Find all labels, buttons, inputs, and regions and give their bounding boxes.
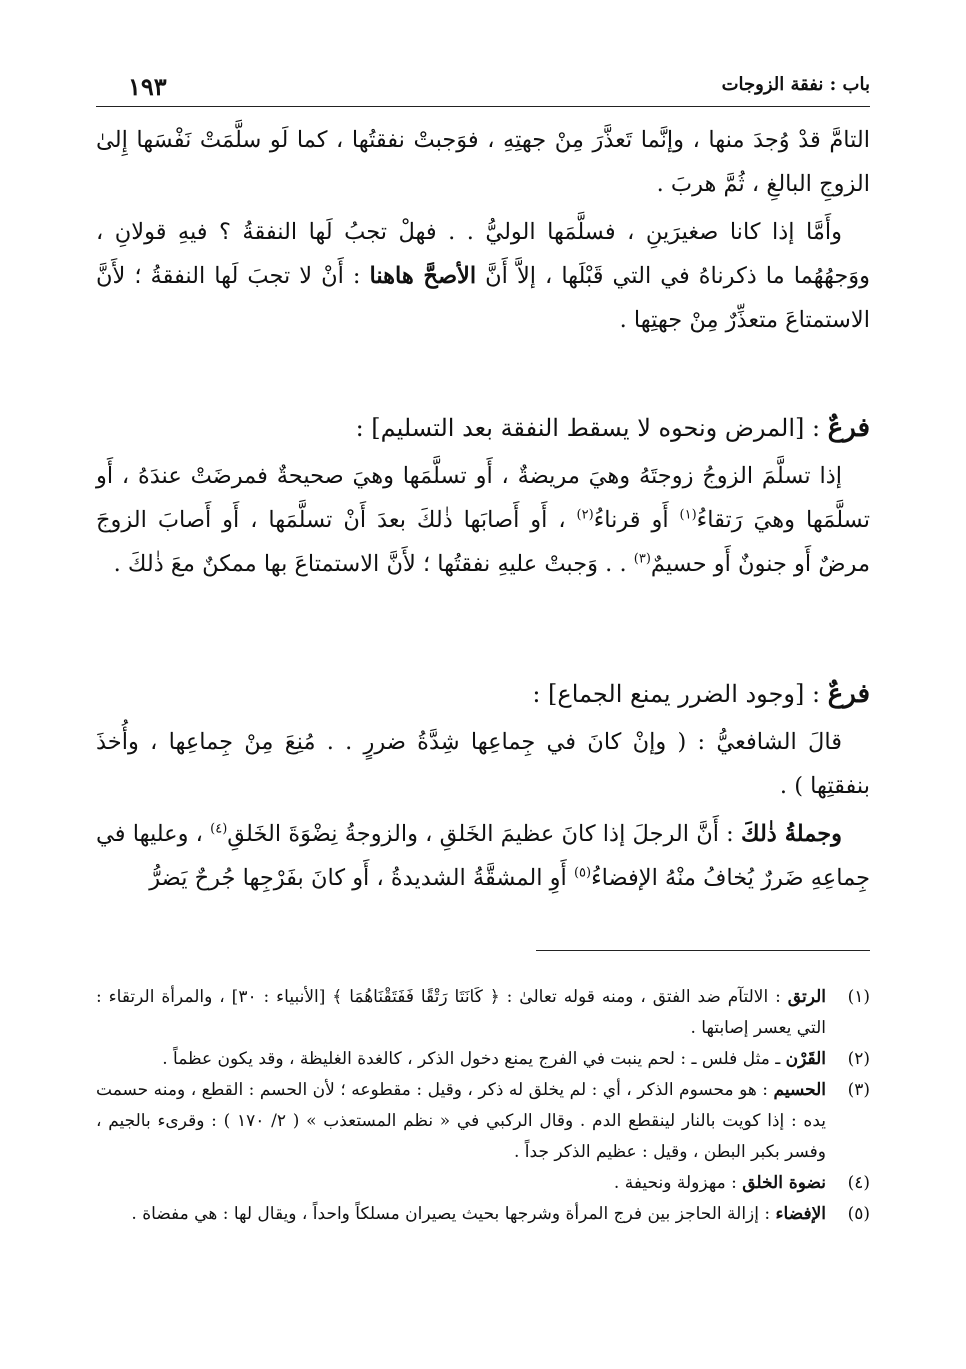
footnote-2 xyxy=(96,1044,870,1075)
subsection-heading-1 xyxy=(96,406,870,450)
paragraph-5-emphasis: وجملةُ ذٰلكَ xyxy=(740,821,843,847)
paragraph-3-text-d: . . وَجبتْ عليهِ نفقتُها ؛ لأَنَّ الاستمتاعَ بها ممكنٌ معَ ذٰلكَ . xyxy=(113,551,634,577)
footnote-ref-5[interactable]: (٥) xyxy=(573,865,592,881)
footnote-ref-3[interactable]: (٣) xyxy=(633,551,651,567)
footnote-1 xyxy=(96,982,870,1044)
footnote-number: (٥) xyxy=(847,1204,870,1224)
footnote-text: ـ مثل فلس ـ : لحم ينبت في الفرج يمنع دخول الذكر ، كالغدة الغليظة ، وقد يكون عظماً . xyxy=(162,1049,786,1069)
page-number: ١٩٣ xyxy=(128,72,167,101)
paragraph-2 xyxy=(96,210,870,342)
footnote-body xyxy=(96,1168,826,1199)
footnote-4 xyxy=(96,1168,870,1199)
subsection-heading-2 xyxy=(96,672,870,716)
page-header xyxy=(96,72,870,107)
footnote-ref-2[interactable]: (٢) xyxy=(576,507,594,523)
paragraph-1: التامَّ قدْ وُجدَ منها ، وإنَّما تَعذَّرَ مِنْ جهتِهِ ، فوَجبتْ نفقتُها ، كما لَو سلَّمَتْ نَفْسَها إِلىٰ الزوجِ البالغِ ، ثُمَّ هربَ . xyxy=(96,127,870,197)
paragraph-2-text-b: : أَنْ لا تجبَ لَها النفقةُ ؛ لأَنَّ الاستمتاعَ متعذِّرٌ مِنْ جهتِها . xyxy=(96,263,870,333)
paragraph-5-text-b: ، وعليها في جِماعِهِ ضَررٌ يُخافُ منْهُ الإفضاءُ xyxy=(96,821,870,891)
running-head: باب : نفقة الزوجات xyxy=(721,74,870,95)
paragraph-3-text-b: أَو قرناءُ xyxy=(593,507,680,533)
paragraph-3-text-c: ، أَو أَصابَها ذٰلكَ بعدَ أَنْ تسلَّمَها ، أَو أَصابَ الزوجَ مرضٌ أَو جنونٌ أَو حسيمٌ xyxy=(96,507,870,577)
footnote-body xyxy=(96,1044,826,1075)
footnote-number: (٤) xyxy=(847,1173,870,1193)
footnote-ref-1[interactable]: (١) xyxy=(679,507,697,523)
paragraph-5-text-a: : أَنَّ الرجلَ إذا كانَ عظيمَ الخَلقِ ، والزوجةُ نِضْوَةَ الخَلقِ xyxy=(227,821,741,847)
paragraph-3 xyxy=(96,454,870,586)
footnote-text: : هو محسوم الذكر ، أي : لم يخلق له ذكر ، وقيل : مقطوعه ؛ لأن الحسم : القطع ، ومنه حسمت يده : إذا كويت بالنار لينقطع الدم . وقال الركبي في « نظم المستعذب » ( ٢/ ١٧٠ ) : وقرىء بالجيم ، وفسر بكبر البطن ، وقيل : عظيم الذكر جداً . xyxy=(96,1080,826,1162)
paragraph-5 xyxy=(96,812,870,900)
footnote-term: الرتق xyxy=(787,987,826,1007)
footnote-number: (٣) xyxy=(847,1080,870,1100)
subsection-title-2: : [وجود الضرر يمنع الجماع] : xyxy=(532,680,828,708)
footnote-number: (١) xyxy=(847,987,870,1007)
subsection-title-1: : [المرض ونحوه لا يسقط النفقة بعد التسليم] : xyxy=(355,414,828,442)
footnotes xyxy=(96,982,870,1230)
footnote-body xyxy=(96,1199,826,1230)
paragraph-4: قالَ الشافعيُّ : ( وإنْ كانَ في جِماعِها شِدَّةُ ضررٍ . . مُنِعَ مِنْ جِماعِها ، وأُخذَ بنفقتِها ) . xyxy=(96,729,870,799)
footnote-divider xyxy=(536,950,870,951)
footnote-text: : مهزولة ونحيفة . xyxy=(613,1173,743,1193)
footnote-number: (٢) xyxy=(847,1049,870,1069)
footnote-3 xyxy=(96,1075,870,1168)
paragraph-2-text-a: وأَمَّا إذا كانا صغيرَينِ ، فسلَّمَها الوليُّ . . فهلْ تجبُ لَها النفقةُ ؟ فيهِ قولانِ ، ووَجهُهُما ما ذكرناهُ في التي قَبْلَها ، إلاَّ أَنَّ xyxy=(96,219,870,289)
subsection-label-1: فرعٌ xyxy=(827,413,870,443)
footnote-term: نضوة الخلق xyxy=(742,1173,826,1193)
footnote-term: الإفضاء xyxy=(775,1204,826,1224)
paragraph-2-emphasis: الأصحَّ هاهنا xyxy=(369,263,477,289)
section-spacer xyxy=(96,590,870,672)
footnote-ref-4[interactable]: (٤) xyxy=(210,821,228,837)
footnote-text: : إزالة الحاجز بين فرج المرأة وشرجها بحيث يصيران مسلكاً واحداً ، ويقال لها : هي مفضاة . xyxy=(131,1204,776,1224)
footnote-body xyxy=(96,982,826,1044)
section-spacer xyxy=(96,346,870,406)
footnote-term: الحسيم xyxy=(773,1080,826,1100)
footnote-body xyxy=(96,1075,826,1168)
footnote-5 xyxy=(96,1199,870,1230)
footnote-term: القَرْن xyxy=(785,1049,826,1069)
main-text xyxy=(96,118,870,904)
paragraph-5-text-c: أَوِ المشقَّةُ الشديدةُ ، أَو كانَ بفَرْجِها جُرحٌ يَضرُّ xyxy=(149,865,574,891)
footnote-text: : الالتآم ضد الفتق ، ومنه قوله تعالىٰ : ﴿ كَانَتَا رَتْقًا فَفَتَقْنَاهُمَا ﴾ [الأنبياء : ٣٠] ، والمرأة الرتقاء : التي يعسر إصابتها . xyxy=(96,987,826,1038)
subsection-label-2: فرعٌ xyxy=(827,679,870,709)
paragraph-3-text-a: إذا تسلَّمَ الزوجُ زوجتَهُ وهيَ مريضةٌ ، أَو تسلَّمَها وهيَ صحيحةٌ فمرضَتْ عندَهُ ، أَو تسلَّمَها وهيَ رَتقاءُ xyxy=(96,463,870,533)
